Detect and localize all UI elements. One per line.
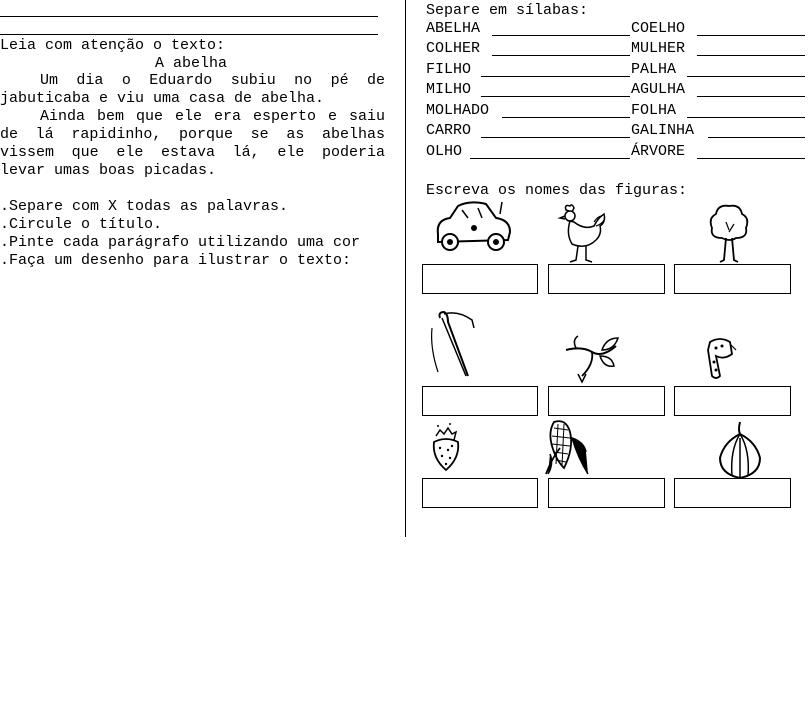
syllable-answer-line[interactable]	[687, 76, 805, 77]
syllable-answer-line[interactable]	[481, 137, 630, 138]
syllable-answer-line[interactable]	[697, 158, 805, 159]
name-line-2[interactable]	[0, 34, 378, 35]
paragraph-2-line-4: levar umas boas picadas.	[0, 162, 217, 179]
task-3: .Pinte cada parágrafo utilizando uma cor	[0, 234, 361, 251]
syllable-answer-line[interactable]	[697, 96, 805, 97]
syllable-answer-line[interactable]	[481, 96, 630, 97]
syllable-word: COLHER	[426, 40, 481, 57]
tree-figure	[708, 202, 750, 264]
corn-figure	[544, 418, 590, 476]
syllable-word: MOLHADO	[426, 102, 490, 119]
garlic-figure	[714, 420, 766, 480]
car-figure	[430, 200, 516, 258]
figure-answer-box-4[interactable]	[422, 386, 538, 416]
cork-figure	[704, 336, 738, 380]
column-divider	[405, 0, 406, 537]
figures-title: Escreva os nomes das figuras:	[426, 182, 688, 199]
syllable-answer-line[interactable]	[502, 117, 630, 118]
syllable-word: FILHO	[426, 61, 472, 78]
paragraph-2-line-3: vissem que ele estava lá, ele poderia	[0, 144, 385, 161]
paragraph-1-line-1: Um dia o Eduardo subiu no pé de	[40, 72, 385, 89]
figure-answer-box-7[interactable]	[422, 478, 538, 508]
syllable-answer-line[interactable]	[470, 158, 630, 159]
figure-answer-box-8[interactable]	[548, 478, 665, 508]
syllable-word: PALHA	[631, 61, 677, 78]
syllable-word: GALINHA	[631, 122, 695, 139]
syllable-answer-line[interactable]	[492, 35, 630, 36]
syllable-word: MULHER	[631, 40, 686, 57]
paragraph-2-line-2: de lá rapidinho, porque se as abelhas	[0, 126, 385, 143]
syllable-answer-line[interactable]	[481, 76, 630, 77]
paragraph-1-line-2: jabuticaba e viu uma casa de abelha.	[0, 90, 325, 107]
figure-answer-box-2[interactable]	[548, 264, 665, 294]
reading-instruction: Leia com atenção o texto:	[0, 37, 226, 54]
figure-answer-box-5[interactable]	[548, 386, 665, 416]
task-2: .Circule o título.	[0, 216, 163, 233]
syllable-word: ABELHA	[426, 20, 481, 37]
syllable-word: ÁRVORE	[631, 143, 686, 160]
figure-answer-box-1[interactable]	[422, 264, 538, 294]
task-4: .Faça um desenho para ilustrar o texto:	[0, 252, 352, 269]
syllables-title: Separe em sílabas:	[426, 2, 589, 19]
strawberry-figure	[428, 422, 464, 474]
figure-answer-box-6[interactable]	[674, 386, 791, 416]
syllable-word: OLHO	[426, 143, 463, 160]
syllable-answer-line[interactable]	[697, 55, 805, 56]
paragraph-2-line-1: Ainda bem que ele era esperto e saiu	[40, 108, 385, 125]
syllable-word: MILHO	[426, 81, 472, 98]
figure-answer-box-9[interactable]	[674, 478, 791, 508]
syllable-answer-line[interactable]	[492, 55, 630, 56]
figure-answer-box-3[interactable]	[674, 264, 791, 294]
name-line-1[interactable]	[0, 16, 378, 17]
syllable-answer-line[interactable]	[697, 35, 805, 36]
syllable-word: CARRO	[426, 122, 472, 139]
needle-figure	[428, 308, 478, 380]
syllable-answer-line[interactable]	[687, 117, 805, 118]
syllable-answer-line[interactable]	[708, 137, 805, 138]
syllable-word: AGULHA	[631, 81, 686, 98]
syllable-word: COELHO	[631, 20, 686, 37]
task-1: .Separe com X todas as palavras.	[0, 198, 289, 215]
syllable-word: FOLHA	[631, 102, 677, 119]
rooster-figure	[556, 204, 608, 264]
branch-figure	[562, 330, 620, 386]
story-title: A abelha	[155, 55, 228, 72]
